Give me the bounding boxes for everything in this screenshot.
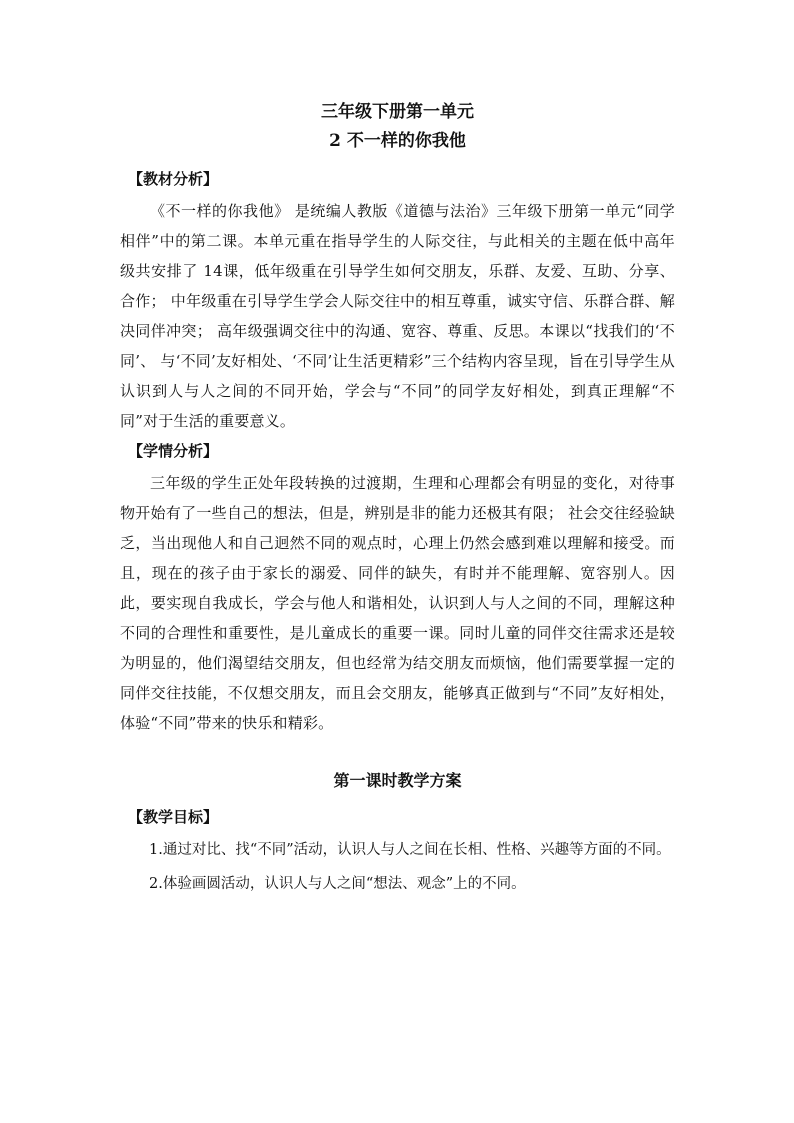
document-page — [120, 98, 675, 896]
learner-analysis-heading: 【学情分析】 — [128, 442, 219, 460]
lesson-title: 2 不一样的你我他 — [329, 131, 466, 151]
teaching-goal-1: 1.通过对比、找“不同”活动，认识人与人之间在长相、性格、兴趣等方面的不同。 — [149, 842, 671, 858]
textbook-analysis-body: 《不一样的你我他》 是统编人教版《道德与法治》三年级下册第一单元“同学相伴”中的第二课。本单元重在指导学生的人际交往，与此相关的主题在低中高年级共安排了 14课，低年级重在引导学生如何交朋友，乐群、友爱、互助、分享、合作； 中年级重在引导学生学会人际交往中的相互尊重，诚实守信、乐群合群、解决同伴冲突； 高年级强调交往中的沟通、宽容、尊重、反思。本课以“找我们的‘不同’、 与‘不同’友好相处、‘不同’让生活更精彩”三个结构内容呈现，旨在引导学生从认识到人与人之间的不同开始，学会与“不同”的同学友好相处，到真正理解“不同”对于生活的重要意义。 — [120, 202, 675, 430]
lesson-plan-title: 第一课时教学方案 — [333, 771, 462, 790]
teaching-goal-2: 2.体验画圆活动，认识人与人之间“想法、观念”上的不同。 — [149, 876, 526, 892]
learner-analysis-body: 三年级的学生正处年段转换的过渡期，生理和心理都会有明显的变化，对待事物开始有了一些自己的想法，但是，辨别是非的能力还极其有限； 社会交往经验缺乏，当出现他人和自己迥然不同的观点时，心理上仍然会感到难以理解和接受。而且，现在的孩子由于家长的溺爱、同伴的缺失，有时并不能理解、宽容别人。因此，要实现自我成长，学会与他人和谐相处，认识到人与人之间的不同，理解这种不同的合理性和重要性，是儿童成长的重要一课。同时儿童的同伴交往需求还是较为明显的，他们渴望结交朋友，但也经常为结交朋友而烦恼，他们需要掌握一定的同伴交往技能，不仅想交朋友，而且会交朋友，能够真正做到与“不同”友好相处，体验“不同”带来的快乐和精彩。 — [120, 474, 675, 732]
teaching-goals-heading: 【教学目标】 — [128, 808, 219, 826]
unit-title: 三年级下册第一单元 — [321, 102, 474, 122]
textbook-analysis-heading: 【教材分析】 — [128, 170, 219, 188]
